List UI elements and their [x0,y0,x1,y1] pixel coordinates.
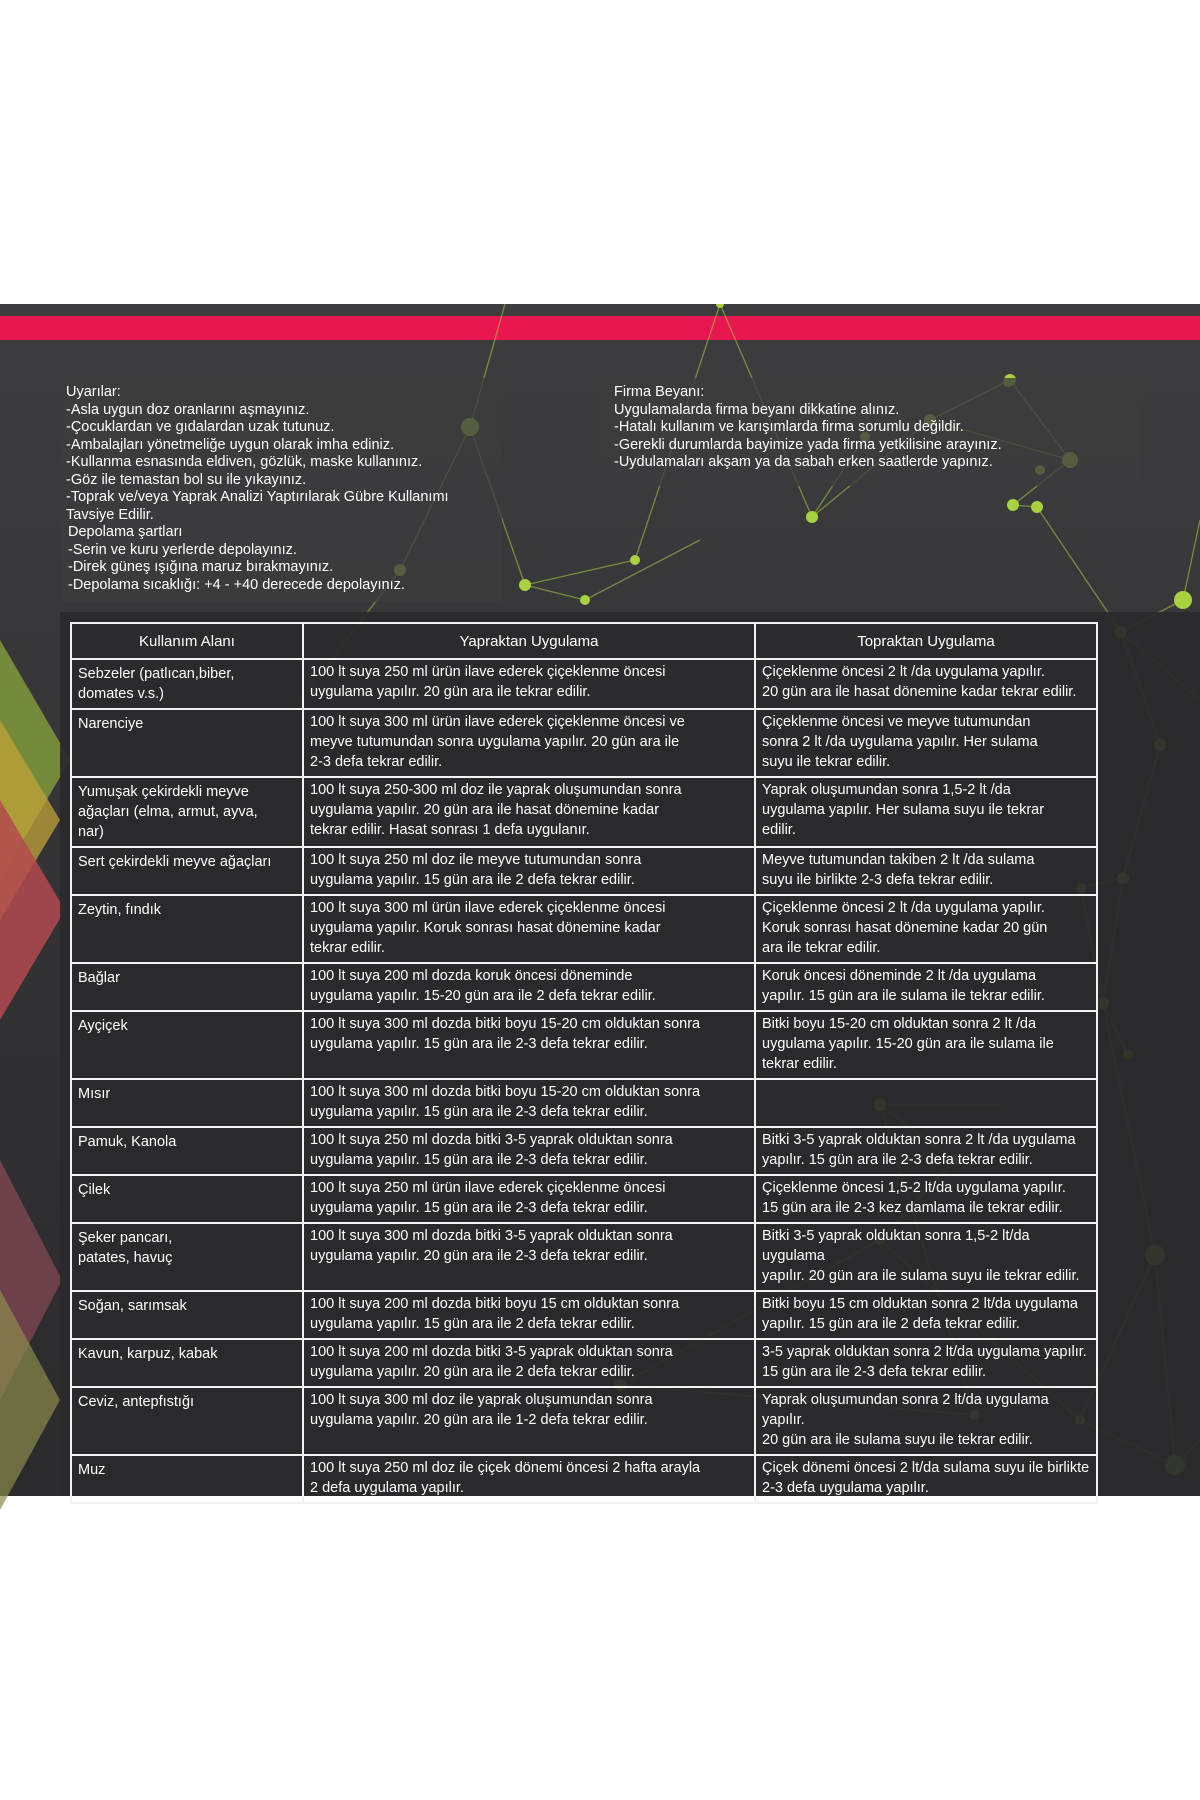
soil-application-cell: Çiçek dönemi öncesi 2 lt/da sulama suyu ile birlikte 2-3 defa uygulama yapılır. [755,1455,1097,1503]
warnings-box [62,378,502,602]
table-row [71,1455,1097,1503]
usage-area-cell: Ceviz, antepfıstığı [71,1387,303,1455]
storage-item: -Serin ve kuru yerlerde depolayınız. [68,541,297,558]
usage-area-cell: Narenciye [71,709,303,777]
foliar-application-cell: 100 lt suya 300 ml doz ile yaprak oluşumundan sonra uygulama yapılır. 20 gün ara ile 1-2 defa tekrar edilir. [303,1387,755,1455]
firm-title: Firma Beyanı: [614,384,705,400]
foliar-application-cell: 100 lt suya 200 ml dozda koruk öncesi döneminde uygulama yapılır. 15-20 gün ara ile 2 defa tekrar edilir. [303,963,755,1011]
warning-item: -Çocuklardan ve gıdalardan uzak tutunuz. [66,419,335,435]
warning-item: -Toprak ve/veya Yaprak Analizi Yaptırılarak Gübre Kullanımı [66,489,449,505]
firm-item: -Hatalı kullanım ve karışımlarda firma sorumlu değildir. [614,419,964,435]
usage-area-cell: Sebzeler (patlıcan,biber, domates v.s.) [71,659,303,709]
table-row [71,1387,1097,1455]
foliar-application-cell: 100 lt suya 250 ml ürün ilave ederek çiçeklenme öncesi uygulama yapılır. 15 gün ara ile 2-3 defa tekrar edilir. [303,1175,755,1223]
firm-declaration-box [600,378,1140,486]
firm-item: -Uydulamaları akşam ya da sabah erken saatlerde yapınız. [614,454,993,470]
soil-application-cell: Çiçeklenme öncesi 2 lt /da uygulama yapılır. 20 gün ara ile hasat dönemine kadar tekrar edilir. [755,659,1097,709]
soil-application-cell: Bitki boyu 15 cm olduktan sonra 2 lt/da uygulama yapılır. 15 gün ara ile 2 defa tekrar edilir. [755,1291,1097,1339]
warning-item: -Göz ile temastan bol su ile yıkayınız. [66,471,307,488]
usage-area-cell: Mısır [71,1079,303,1127]
usage-table-body [71,659,1097,1503]
foliar-application-cell: 100 lt suya 200 ml dozda bitki 3-5 yaprak olduktan sonra uygulama yapılır. 20 gün ara ile 2 defa tekrar edilir. [303,1339,755,1387]
table-row [71,895,1097,963]
soil-application-cell: Bitki 3-5 yaprak olduktan sonra 1,5-2 lt/da uygulama yapılır. 20 gün ara ile sulama suyu ile tekrar edilir. [755,1223,1097,1291]
storage-item: -Direk güneş ışığına maruz bırakmayınız. [68,559,334,575]
usage-area-cell: Çilek [71,1175,303,1223]
foliar-application-cell: 100 lt suya 250 ml ürün ilave ederek çiçeklenme öncesi uygulama yapılır. 20 gün ara ile tekrar edilir. [303,659,755,709]
usage-area-cell: Soğan, sarımsak [71,1291,303,1339]
table-row [71,963,1097,1011]
table-row [71,1175,1097,1223]
soil-application-cell: Koruk öncesi döneminde 2 lt /da uygulama yapılır. 15 gün ara ile sulama ile tekrar edilir. [755,963,1097,1011]
table-row [71,777,1097,847]
table-header-row [71,623,1097,659]
table-row [71,1223,1097,1291]
foliar-application-cell: 100 lt suya 300 ml dozda bitki 3-5 yaprak olduktan sonra uygulama yapılır. 20 gün ara ile 2-3 defa tekrar edilir. [303,1223,755,1291]
table-row [71,1127,1097,1175]
firm-item: -Gerekli durumlarda bayimize yada firma yetkilisine arayınız. [614,436,1002,453]
soil-application-cell: Çiçeklenme öncesi ve meyve tutumundan sonra 2 lt /da uygulama yapılır. Her sulama suyu ile tekrar edilir. [755,709,1097,777]
soil-application-cell: Bitki boyu 15-20 cm olduktan sonra 2 lt /da uygulama yapılır. 15-20 gün ara ile sulama ile tekrar edilir. [755,1011,1097,1079]
usage-area-cell: Sert çekirdekli meyve ağaçları [71,847,303,895]
usage-area-cell: Yumuşak çekirdekli meyve ağaçları (elma, armut, ayva, nar) [71,777,303,847]
soil-application-cell: Yaprak oluşumundan sonra 1,5-2 lt /da uygulama yapılır. Her sulama suyu ile tekrar edilir. [755,777,1097,847]
header-usage-area: Kullanım Alanı [71,623,303,659]
usage-area-cell: Şeker pancarı, patates, havuç [71,1223,303,1291]
foliar-application-cell: 100 lt suya 200 ml dozda bitki boyu 15 cm olduktan sonra uygulama yapılır. 15 gün ara ile 2 defa tekrar edilir. [303,1291,755,1339]
soil-application-cell: 3-5 yaprak olduktan sonra 2 lt/da uygulama yapılır. 15 gün ara ile 2-3 defa tekrar edilir. [755,1339,1097,1387]
usage-area-cell: Pamuk, Kanola [71,1127,303,1175]
usage-area-cell: Muz [71,1455,303,1503]
storage-title: Depolama şartları [68,524,183,540]
warning-item: -Kullanma esnasında eldiven, gözlük, maske kullanınız. [66,454,423,470]
table-row [71,847,1097,895]
warning-item: Tavsiye Edilir. [66,506,154,523]
table-row [71,1291,1097,1339]
header-foliar-application: Yapraktan Uygulama [303,623,755,659]
table-row [71,1339,1097,1387]
table-row [71,1079,1097,1127]
soil-application-cell [755,1079,1097,1127]
firm-item: Uygulamalarda firma beyanı dikkatine alınız. [614,401,900,418]
usage-table [70,622,1098,1504]
usage-area-cell: Bağlar [71,963,303,1011]
foliar-application-cell: 100 lt suya 300 ml ürün ilave ederek çiçeklenme öncesi uygulama yapılır. Koruk sonrası hasat dönemine kadar tekrar edilir. [303,895,755,963]
usage-area-cell: Ayçiçek [71,1011,303,1079]
usage-table-panel [60,612,1200,1496]
warning-item: -Ambalajları yönetmeliğe uygun olarak imha ediniz. [66,436,395,453]
storage-item: -Depolama sıcaklığı: +4 - +40 derecede depolayınız. [68,576,405,593]
foliar-application-cell: 100 lt suya 250 ml dozda bitki 3-5 yaprak olduktan sonra uygulama yapılır. 15 gün ara ile 2-3 defa tekrar edilir. [303,1127,755,1175]
foliar-application-cell: 100 lt suya 250 ml doz ile meyve tutumundan sonra uygulama yapılır. 15 gün ara ile 2 defa tekrar edilir. [303,847,755,895]
soil-application-cell: Bitki 3-5 yaprak olduktan sonra 2 lt /da uygulama yapılır. 15 gün ara ile 2-3 defa tekrar edilir. [755,1127,1097,1175]
warning-item: -Asla uygun doz oranlarını aşmayınız. [66,401,310,418]
warnings-title: Uyarılar: [66,384,121,400]
table-row [71,659,1097,709]
usage-area-cell: Zeytin, fındık [71,895,303,963]
foliar-application-cell: 100 lt suya 300 ml dozda bitki boyu 15-20 cm olduktan sonra uygulama yapılır. 15 gün ara ile 2-3 defa tekrar edilir. [303,1079,755,1127]
foliar-application-cell: 100 lt suya 250 ml doz ile çiçek dönemi öncesi 2 hafta arayla 2 defa uygulama yapılır. [303,1455,755,1503]
table-row [71,709,1097,777]
soil-application-cell: Yaprak oluşumundan sonra 2 lt/da uygulama yapılır. 20 gün ara ile sulama suyu ile tekrar edilir. [755,1387,1097,1455]
foliar-application-cell: 100 lt suya 300 ml ürün ilave ederek çiçeklenme öncesi ve meyve tutumundan sonra uygulama yapılır. 20 gün ara ile 2-3 defa tekrar edilir. [303,709,755,777]
soil-application-cell: Meyve tutumundan takiben 2 lt /da sulama suyu ile birlikte 2-3 defa tekrar edilir. [755,847,1097,895]
soil-application-cell: Çiçeklenme öncesi 2 lt /da uygulama yapılır. Koruk sonrası hasat dönemine kadar 20 gün ara ile tekrar edilir. [755,895,1097,963]
foliar-application-cell: 100 lt suya 300 ml dozda bitki boyu 15-20 cm olduktan sonra uygulama yapılır. 15 gün ara ile 2-3 defa tekrar edilir. [303,1011,755,1079]
usage-area-cell: Kavun, karpuz, kabak [71,1339,303,1387]
soil-application-cell: Çiçeklenme öncesi 1,5-2 lt/da uygulama yapılır. 15 gün ara ile 2-3 kez damlama ile tekrar edilir. [755,1175,1097,1223]
header-soil-application: Topraktan Uygulama [755,623,1097,659]
table-row [71,1011,1097,1079]
foliar-application-cell: 100 lt suya 250-300 ml doz ile yaprak oluşumundan sonra uygulama yapılır. 20 gün ara ile hasat dönemine kadar tekrar edilir. Hasat sonrası 1 defa uygulanır. [303,777,755,847]
